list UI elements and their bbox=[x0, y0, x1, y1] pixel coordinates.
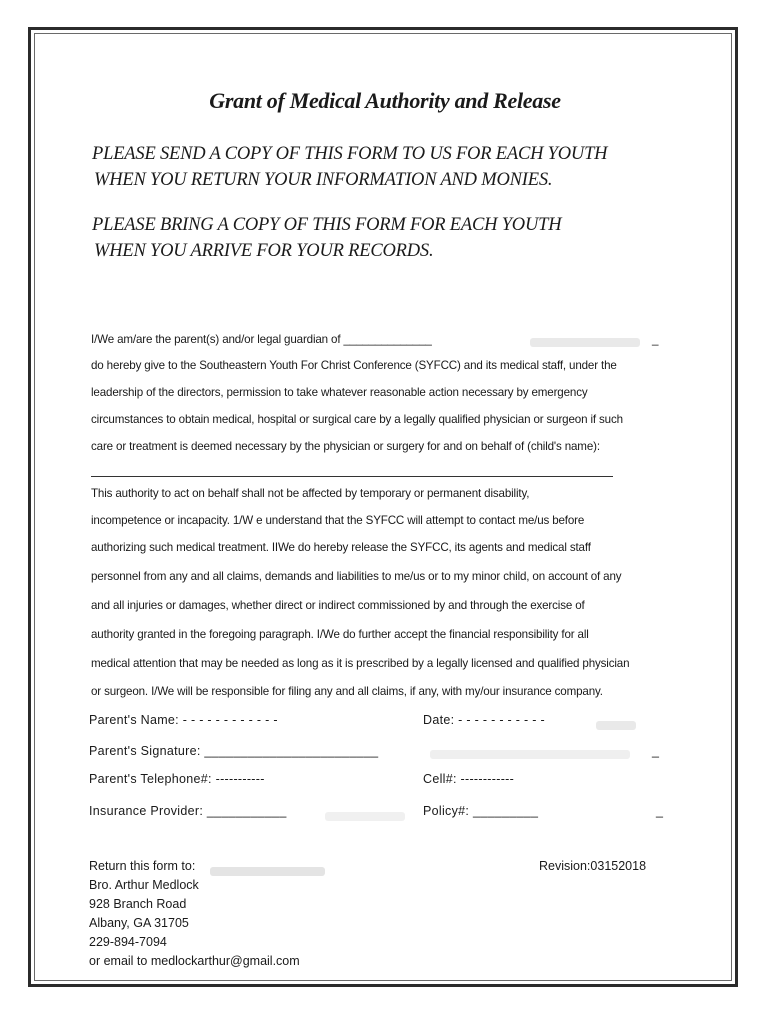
scan-smudge bbox=[210, 867, 325, 876]
paragraph2-line-4: personnel from any and all claims, demands and liabilities to me/us or to my minor child, on account of any bbox=[91, 570, 622, 583]
guardian-intro: I/We am/are the parent(s) and/or legal guardian of ______________ bbox=[91, 333, 432, 346]
cell-field[interactable]: Cell#: ------------ bbox=[423, 772, 515, 786]
notice-bring-line-2: WHEN YOU ARRIVE FOR YOUR RECORDS. bbox=[94, 241, 434, 261]
parent-telephone-field[interactable]: Parent's Telephone#: ----------- bbox=[89, 772, 265, 786]
return-name: Bro. Arthur Medlock bbox=[89, 878, 199, 892]
return-phone: 229-894-7094 bbox=[89, 935, 167, 949]
return-street: 928 Branch Road bbox=[89, 897, 187, 911]
scan-smudge bbox=[596, 721, 636, 730]
paragraph2-line-1: This authority to act on behalf shall not be affected by temporary or permanent disability, bbox=[91, 487, 530, 500]
return-heading: Return this form to: bbox=[89, 859, 196, 873]
notice-bring-copy bbox=[92, 212, 732, 264]
insurance-provider-field[interactable]: Insurance Provider: ___________ bbox=[89, 804, 287, 818]
paragraph2-line-2: incompetence or incapacity. 1/W e understand that the SYFCC will attempt to contact me/us before bbox=[91, 514, 585, 527]
paragraph2-line-7: medical attention that may be needed as long as it is prescribed by a legally licensed and qualified physician bbox=[91, 657, 630, 670]
guardian-line-trail: _ bbox=[652, 333, 659, 346]
notice-send-line-2: WHEN YOU RETURN YOUR INFORMATION AND MONIES. bbox=[94, 170, 553, 190]
paragraph2-line-5: and all injuries or damages, whether direct or indirect commissioned by and through the exercise of bbox=[91, 599, 585, 612]
scan-smudge bbox=[530, 338, 640, 347]
notice-bring-line-1: PLEASE BRING A COPY OF THIS FORM FOR EACH YOUTH bbox=[92, 215, 562, 235]
paragraph2-line-8: or surgeon. I/We will be responsible for filing any and all claims, if any, with my/our insurance company. bbox=[91, 685, 603, 698]
scan-smudge bbox=[325, 812, 405, 821]
signature-line-trail: _ bbox=[652, 744, 660, 758]
child-name-line[interactable] bbox=[91, 476, 613, 477]
date-field[interactable]: Date: - - - - - - - - - - - bbox=[423, 713, 545, 727]
paragraph2-line-3: authorizing such medical treatment. IIWe do hereby release the SYFCC, its agents and medical staff bbox=[91, 541, 591, 554]
revision-number: Revision:03152018 bbox=[539, 859, 647, 873]
form-title: Grant of Medical Authority and Release bbox=[209, 88, 561, 113]
return-city: Albany, GA 31705 bbox=[89, 916, 189, 930]
scan-smudge bbox=[430, 750, 630, 759]
notice-send-line-1: PLEASE SEND A COPY OF THIS FORM TO US FOR EACH YOUTH bbox=[92, 144, 608, 164]
paragraph2-line-6: authority granted in the foregoing paragraph. I/We do further accept the financial responsibility for all bbox=[91, 628, 589, 641]
policy-line-trail: _ bbox=[656, 804, 664, 818]
policy-field[interactable]: Policy#: _________ bbox=[423, 804, 539, 818]
parent-name-field[interactable]: Parent's Name: - - - - - - - - - - - - bbox=[89, 713, 278, 727]
notice-send-copy bbox=[92, 141, 732, 193]
parent-signature-field[interactable]: Parent's Signature: ________________________ bbox=[89, 744, 379, 758]
paragraph1-line-1: do hereby give to the Southeastern Youth For Christ Conference (SYFCC) and its medical staff, under the bbox=[91, 359, 617, 372]
return-email[interactable]: or email to medlockarthur@gmail.com bbox=[89, 954, 300, 968]
paragraph1-line-3: circumstances to obtain medical, hospital or surgical care by a legally qualified physician or surgeon if such bbox=[91, 413, 623, 426]
paragraph1-line-4: care or treatment is deemed necessary by the physician or surgery for and on behalf of (child's name): bbox=[91, 440, 600, 453]
paragraph1-line-2: leadership of the directors, permission to take whatever reasonable action necessary by emergency bbox=[91, 386, 588, 399]
